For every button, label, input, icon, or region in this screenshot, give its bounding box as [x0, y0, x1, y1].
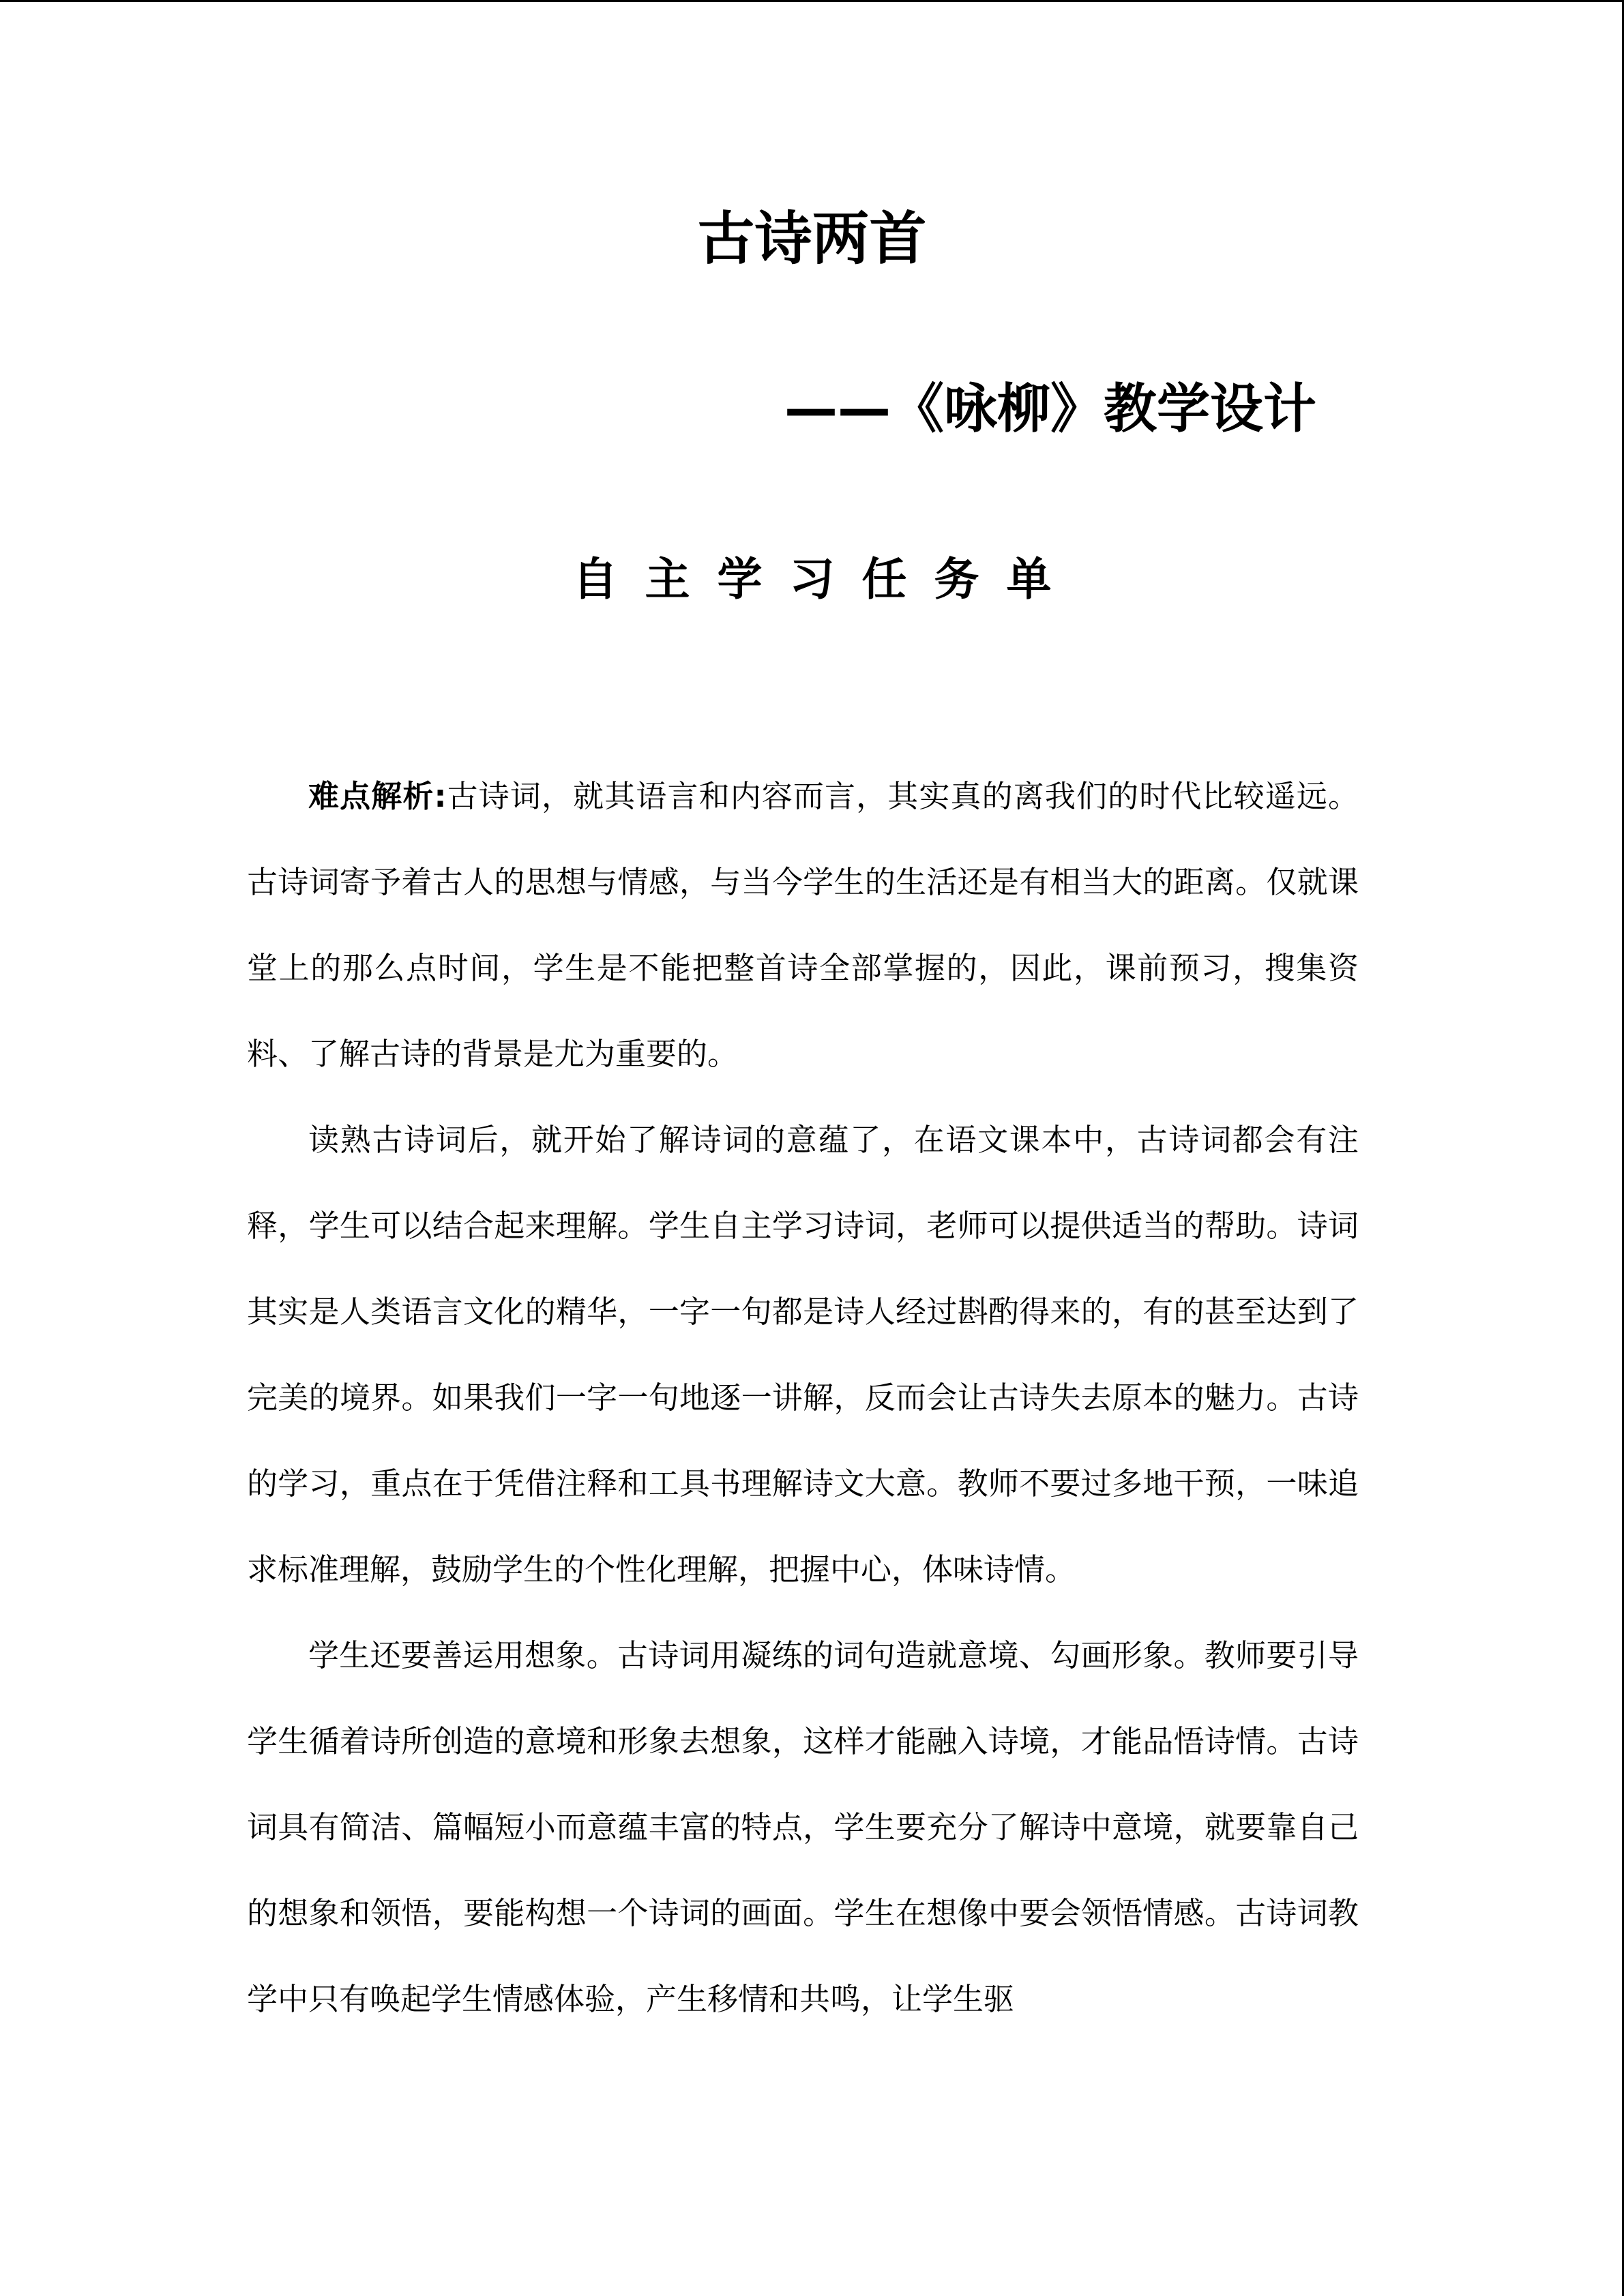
paragraph-text: 古诗词，就其语言和内容而言，其实真的离我们的时代比较遥远。古诗词寄予着古人的思想与情感，与当今学生的生活还是有相当大的距离。仅就课堂上的那么点时间，学生是不能把整首诗全部掌握的，因此，课前预习，搜集资料、了解古诗的背景是尤为重要的。	[247, 778, 1359, 1072]
document-subtitle: ——《咏柳》教学设计	[784, 378, 1317, 440]
body-text	[247, 754, 1359, 2042]
paragraph-text: 学生还要善运用想象。古诗词用凝练的词句造就意境、勾画形象。教师要引导学生循着诗所创造的意境和形象去想象，这样才能融入诗境，才能品悟诗情。古诗词具有简洁、篇幅短小而意蕴丰富的特点，学生要充分了解诗中意境，就要靠自己的想象和领悟，要能构想一个诗词的画面。学生在想像中要会领悟情感。古诗词教学中只有唤起学生情感体验，产生移情和共鸣，让学生驱	[247, 1637, 1359, 2017]
paragraph-imagination	[247, 1613, 1359, 2042]
paragraph-text: 读熟古诗词后，就开始了解诗词的意蕴了，在语文课本中，古诗词都会有注释，学生可以结合起来理解。学生自主学习诗词，老师可以提供适当的帮助。诗词其实是人类语言文化的精华，一字一句都是诗人经过斟酌得来的，有的甚至达到了完美的境界。如果我们一字一句地逐一讲解，反而会让古诗失去原本的魅力。古诗的学习，重点在于凭借注释和工具书理解诗文大意。教师不要过多地干预，一味追求标准理解，鼓励学生的个性化理解，把握中心，体味诗情。	[247, 1122, 1359, 1587]
difficulty-analysis-label: 难点解析:	[308, 778, 447, 814]
document-title: 古诗两首	[697, 205, 927, 272]
page-border-top	[0, 0, 1624, 2]
task-sheet-heading: 自主学习任务单	[572, 553, 1079, 606]
paragraph-reading	[247, 1097, 1359, 1613]
paragraph-difficulty-analysis	[247, 754, 1359, 1097]
